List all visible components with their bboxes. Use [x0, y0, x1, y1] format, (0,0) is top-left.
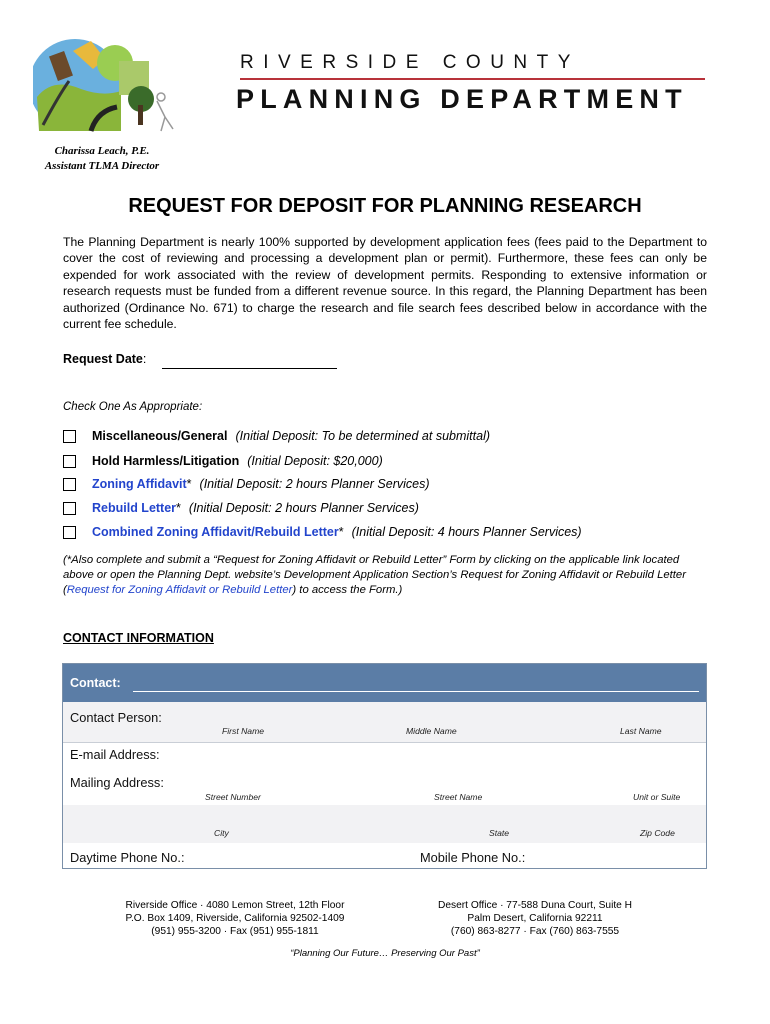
- email-field[interactable]: [180, 744, 700, 766]
- rebuild-letter-link[interactable]: Rebuild Letter: [92, 501, 177, 515]
- asterisk: *: [176, 501, 181, 515]
- checkbox-combined[interactable]: [63, 526, 76, 539]
- mailing-address-label: Mailing Address:: [70, 775, 164, 790]
- option-note: (Initial Deposit: 2 hours Planner Services): [199, 477, 430, 491]
- asterisk: *: [186, 477, 192, 491]
- note-text-end: ) to access the Form.): [292, 584, 403, 597]
- option-label: Miscellaneous/General: [92, 429, 228, 443]
- tagline: “Planning Our Future… Preserving Our Past”: [290, 948, 480, 959]
- address-line: Palm Desert, California 92211: [467, 913, 603, 924]
- phone-line: (951) 955-3200 · Fax (951) 955-1811: [151, 926, 319, 937]
- last-name-caption: Last Name: [620, 726, 662, 736]
- checkbox-rebuild-letter[interactable]: [63, 502, 76, 515]
- street-name-caption: Street Name: [434, 792, 483, 802]
- planning-department-logo: [33, 33, 183, 138]
- county-name: RIVERSIDE COUNTY: [240, 52, 580, 73]
- header-divider: [240, 78, 705, 80]
- address-line: Riverside Office · 4080 Lemon Street, 12th Floor: [125, 900, 345, 911]
- contact-section-title: CONTACT INFORMATION: [63, 631, 214, 645]
- email-label: E-mail Address:: [70, 747, 160, 762]
- option-label: Hold Harmless/Litigation: [92, 454, 240, 468]
- first-name-caption: First Name: [222, 726, 265, 736]
- director-block: [28, 144, 176, 174]
- phone-line: (760) 863-8277 · Fax (760) 863-7555: [450, 926, 620, 937]
- option-note: (Initial Deposit: 4 hours Planner Services): [351, 525, 582, 539]
- asterisk: *: [338, 525, 344, 539]
- unit-caption: Unit or Suite: [633, 792, 681, 802]
- zoning-form-note: [63, 553, 713, 599]
- checkbox-hold-harmless[interactable]: [63, 455, 76, 468]
- combined-link[interactable]: Combined Zoning Affidavit/Rebuild Letter: [92, 525, 339, 539]
- option-note: (Initial Deposit: To be determined at submittal): [235, 429, 491, 443]
- note-text: (*Also complete and submit a “Request for Zoning Affidavit or Rebuild Letter” Form by clicking on the applicable link located above or open the Planning Dept. website’s Development Application Section’s Request for Zoning Affidavit or Rebuild Letter (: [63, 554, 686, 597]
- option-combined: [63, 525, 582, 539]
- street-number-caption: Street Number: [205, 792, 261, 802]
- intro-paragraph: The Planning Department is nearly 100% supported by development application fees (fees paid to the Department to cover the cost of reviewing and processing a development plan or permit). Furthermore, these fees can only be expended for work associated with the review of development permits. Responding to extensive information or research requests must be funded from a different revenue source. In this regard, the Planning Department has been authorized (Ordinance No. 671) to charge the research and file search fees described below in accordance with the current fee schedule.: [63, 235, 707, 332]
- option-hold-harmless: [63, 454, 383, 468]
- director-title: Assistant TLMA Director: [44, 160, 160, 172]
- city-state-zip-row[interactable]: [63, 805, 706, 843]
- checkbox-zoning-affidavit[interactable]: [63, 478, 76, 491]
- middle-name-caption: Middle Name: [406, 726, 457, 736]
- option-miscellaneous: [63, 429, 490, 443]
- zip-caption: Zip Code: [640, 828, 675, 838]
- option-note: (Initial Deposit: 2 hours Planner Services): [188, 501, 419, 515]
- zoning-affidavit-link[interactable]: Zoning Affidavit: [92, 477, 187, 491]
- form-title: REQUEST FOR DEPOSIT FOR PLANNING RESEARCH: [128, 195, 642, 217]
- check-one-instruction: Check One As Appropriate:: [63, 401, 203, 413]
- daytime-phone-label: Daytime Phone No.:: [70, 850, 185, 865]
- option-note: (Initial Deposit: $20,000): [247, 454, 383, 468]
- riverside-office-address: [95, 899, 375, 938]
- contact-field[interactable]: [133, 691, 699, 692]
- request-form-link[interactable]: Request for Zoning Affidavit or Rebuild Letter: [66, 584, 293, 597]
- city-caption: City: [214, 828, 229, 838]
- desert-office-address: [410, 899, 660, 938]
- option-rebuild-letter: [63, 501, 419, 515]
- address-line: P.O. Box 1409, Riverside, California 92502-1409: [125, 913, 345, 924]
- checkbox-miscellaneous[interactable]: [63, 430, 76, 443]
- request-date-label: Request Date:: [63, 352, 147, 366]
- row-divider: [63, 742, 706, 743]
- director-name: Charissa Leach, P.E.: [54, 145, 150, 157]
- state-caption: State: [489, 828, 510, 838]
- mobile-phone-label: Mobile Phone No.:: [420, 850, 526, 865]
- contact-person-label: Contact Person:: [70, 710, 162, 725]
- request-date-field[interactable]: [162, 368, 337, 369]
- department-name: PLANNING DEPARTMENT: [236, 84, 688, 114]
- contact-bar: [63, 664, 706, 702]
- address-line: Desert Office · 77-588 Duna Court, Suite H: [437, 900, 633, 911]
- contact-label: Contact:: [70, 676, 121, 690]
- option-zoning-affidavit: [63, 477, 430, 491]
